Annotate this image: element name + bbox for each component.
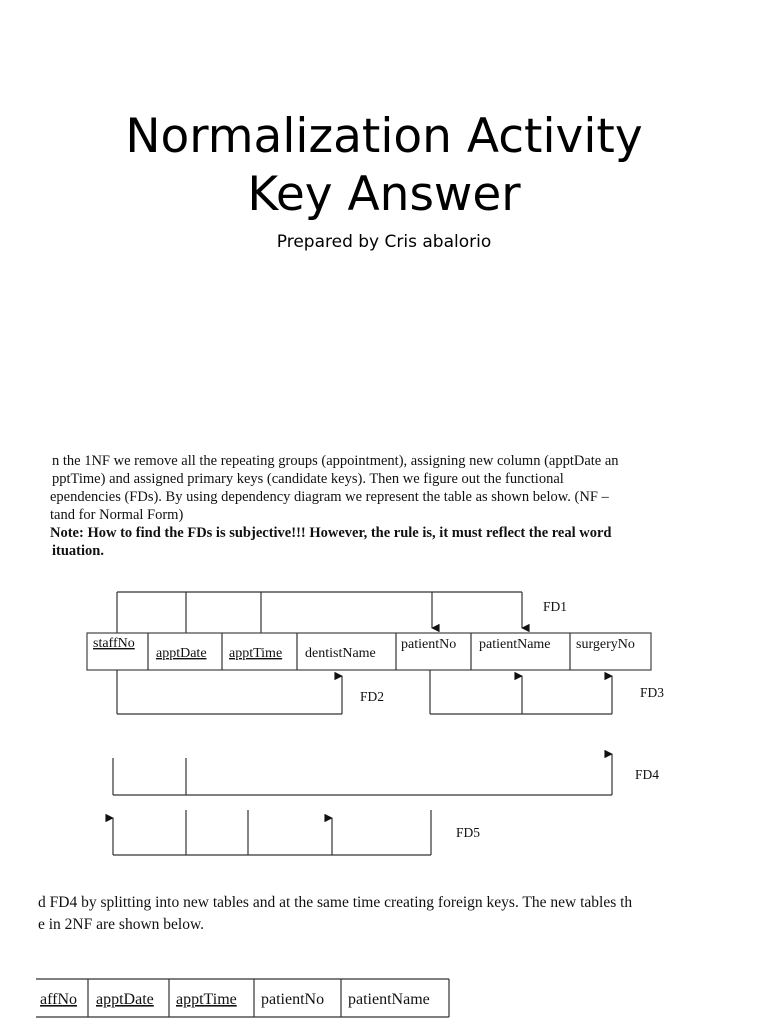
fd-label: FD1 [543,599,568,614]
column-label: surgeryNo [576,637,635,652]
table-2nf-column: apptDate [96,991,154,1008]
title-line-1: Normalization Activity [125,109,643,164]
column-label: apptDate [156,646,207,661]
dependency-diagram [0,570,768,1010]
slide-subtitle: Prepared by Cris abalorio [276,232,492,252]
table-2nf-column: patientNo [261,991,325,1008]
title-line-2: Key Answer [247,167,521,222]
column-label: dentistName [305,646,376,661]
note-line: Note: How to find the FDs is subjective!!! However, the rule is, it must reflect the real word [50,525,612,541]
table-2nf-column: patientName [348,991,430,1008]
column-label: patientName [479,637,551,652]
note-line: ituation. [52,543,104,559]
table-2nf-column: apptTime [176,991,237,1008]
table-2nf [0,975,768,1024]
fd-label: FD5 [456,825,481,840]
paragraph-line: tand for Normal Form) [50,507,184,523]
paragraph-line: n the 1NF we remove all the repeating groups (appointment), assigning new column (apptDate an [52,453,619,469]
paragraph-line: pptTime) and assigned primary keys (candidate keys). Then we figure out the functional [52,471,564,487]
table-2nf-column: affNo [40,991,78,1008]
scanned-document-image [0,440,768,1024]
column-label: patientNo [401,637,457,652]
fd-label: FD2 [360,689,385,704]
fd-label: FD3 [640,685,665,700]
column-label: apptTime [229,646,283,661]
fd-label: FD4 [635,767,660,782]
paragraph-line: ependencies (FDs). By using dependency diagram we represent the table as shown below. (NF – [50,489,609,505]
paragraph-line: e in 2NF are shown below. [38,916,205,933]
column-label: staffNo [93,636,135,651]
paragraph-line: d FD4 by splitting into new tables and at the same time creating foreign keys. The new tables th [38,894,633,911]
slide-title [0,108,768,224]
